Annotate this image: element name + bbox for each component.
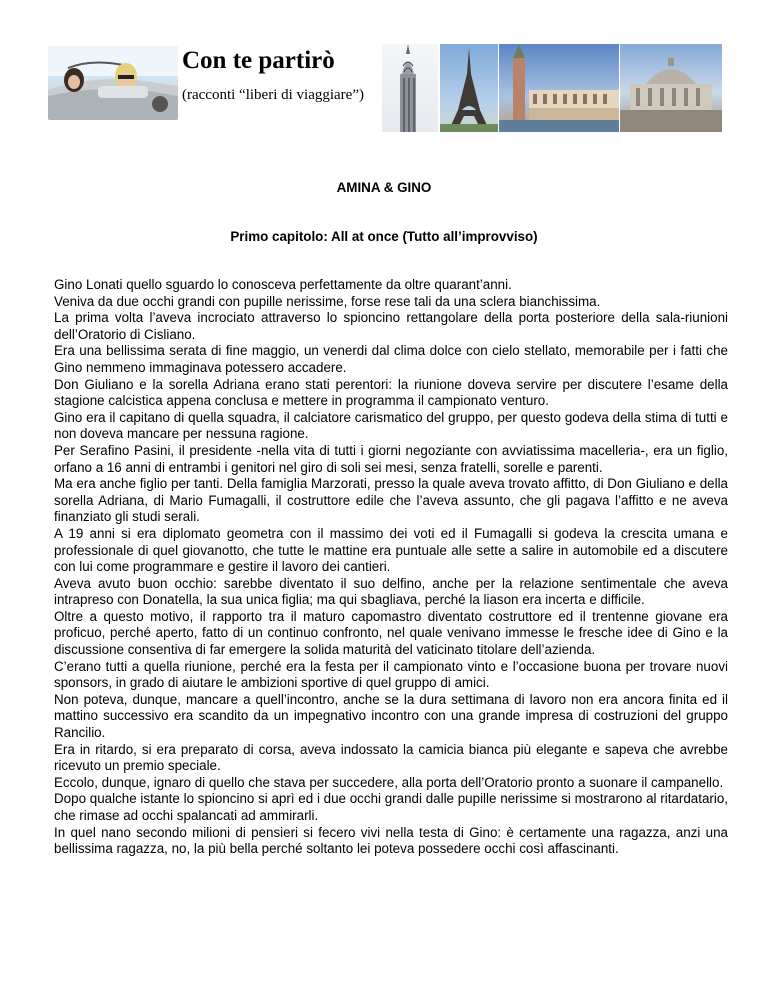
paragraph: Oltre a questo motivo, il rapporto tra il maturo capomastro diventato costruttore ed il trentenne giovane era proficuo, perché aperto, fatto di un continuo confronto, nel quale venivano immesse le fresche idee di Gino e la discussione consentiva di far emergere la solida maturità del vaticinato titolare dell’azienda. bbox=[54, 608, 728, 658]
paragraph: A 19 anni si era diplomato geometra con il massimo dei voti ed il Fumagalli si godeva la crescita umana e professionale di quel giovanotto, che tutte le mattine era puntuale alle sette a salire in automobile ed a discutere con lui come programmare e gestire il lavoro dei cantieri. bbox=[54, 525, 728, 575]
paragraph: Era in ritardo, si era preparato di corsa, aveva indossato la camicia bianca più elegante e sapeva che avrebbe ricevuto un premio speciale. bbox=[54, 741, 728, 774]
header-title: Con te partirò bbox=[182, 47, 335, 74]
paragraph: La prima volta l’aveva incrociato attraverso lo spioncino rettangolare della porta posteriore della sala-riunioni dell’Oratorio di Cisliano. bbox=[54, 310, 728, 342]
venice-doge-palace-photo bbox=[499, 44, 619, 132]
eiffel-tower-photo bbox=[440, 44, 498, 132]
paragraph: Per Serafino Pasini, il presidente -nella vita di tutti i giorni negoziante con avviatissima macelleria-, era un figlio, orfano a 16 anni di entrambi i genitori nel giro di soli sei mesi, senza fratelli, sorelle e parenti. bbox=[54, 442, 728, 475]
paragraph: C’erano tutti a quella riunione, perché era la festa per il campionato vinto e l’occasione buona per trovare nuovi sponsors, in grado di aiutare le ambizioni sportive di quel gruppo di amici. bbox=[54, 658, 728, 691]
paragraph: Don Giuliano e la sorella Adriana erano stati perentori: la riunione doveva servire per discutere l’esame della stagione calcistica appena conclusa e mettere in programma il campionato venturo. bbox=[54, 376, 728, 409]
chapter-heading: Primo capitolo: All at once (Tutto all’improvviso) bbox=[230, 229, 538, 244]
paragraph: Gino era il capitano di quella squadra, il calciatore carismatico del gruppo, per questo godeva della stima di tutti e non doveva mancare per nessuna ragione. bbox=[54, 409, 728, 442]
naples-piazza-photo bbox=[620, 44, 722, 132]
paragraph: Era una bellissima serata di fine maggio, un venerdi dal clima dolce con cielo stellato, memorabile per i fatti che Gino nemmeno immaginava potessero accadere. bbox=[54, 343, 728, 375]
paragraph: Veniva da due occhi grandi con pupille nerissime, forse rese tali da una sclera bianchissima. bbox=[54, 293, 601, 309]
header-subtitle: (racconti “liberi di viaggiare”) bbox=[182, 87, 364, 103]
chrysler-building-photo bbox=[382, 44, 438, 132]
story-body bbox=[54, 277, 728, 858]
document-title: AMINA & GINO bbox=[336, 180, 432, 195]
paragraph: Ma era anche figlio per tanti. Della famiglia Marzorati, presso la quale aveva trovato affitto, di Don Giuliano e della sorella Adriana, di Mario Fumagalli, il costruttore edile che l’aveva assunto, che gli pagava l’affitto e ne aveva finanziato gli studi serali. bbox=[54, 476, 728, 525]
paragraph: Eccolo, dunque, ignaro di quello che stava per succedere, alla porta dell’Oratorio pronto a suonare il campanello. bbox=[54, 774, 724, 790]
paragraph: In quel nano secondo milioni di pensieri si fecero vivi nella testa di Gino: è certamente una ragazza, anzi una bellissima ragazza, no, la più bella perché soltanto lei poteva possedere occhi così affascinanti. bbox=[54, 824, 728, 857]
paragraph: Non poteva, dunque, mancare a quell’incontro, anche se la dura settimana di lavoro non era ancora finita ed il mattino successivo era scandito da un impegnativo incontro con una grande impresa di costruzioni del gruppo Rancilio. bbox=[54, 691, 728, 741]
paragraph: Dopo qualche istante lo spioncino si aprì ed i due occhi grandi dalle pupille nerissime si mostrarono al ritardatario, che rimase ad occhi spalancati ad ammirarli. bbox=[54, 791, 728, 823]
convertible-car-photo bbox=[48, 46, 178, 120]
paragraph: Gino Lonati quello sguardo lo conosceva perfettamente da oltre quarant’anni. bbox=[54, 277, 512, 292]
paragraph: Aveva avuto buon occhio: sarebbe diventato il suo delfino, anche per la relazione sentimentale che aveva intrapreso con Donatella, la sua unica figlia; ma qui sbagliava, perché la liason era incerta e difficile. bbox=[54, 575, 728, 608]
